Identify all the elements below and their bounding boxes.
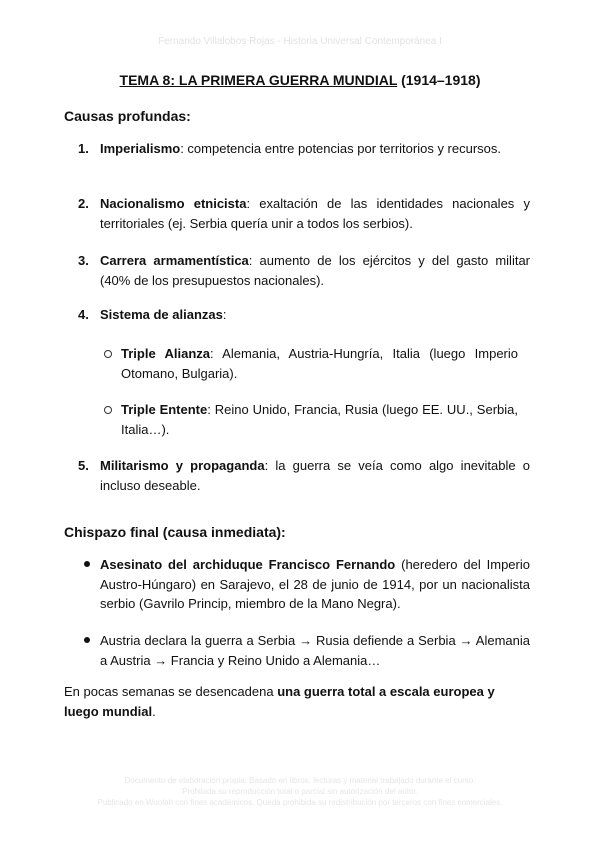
item-desc: (heredero del Imperio Austro-Húngaro) en Sarajevo, el 28 de junio de 1914, por un nacionalista serbio (Gavrilo Princip, miembro de la Mano Negra). xyxy=(100,557,530,611)
item-desc: : la guerra se veía como algo inevitable o incluso deseable. xyxy=(100,458,530,493)
page-header: Fernando Villalobos Rojas - Historia Universal Contemporánea I xyxy=(158,36,442,47)
alliance-item-1 xyxy=(104,344,518,383)
item-term: Imperialismo xyxy=(100,141,181,156)
alliance-item-2 xyxy=(104,400,518,439)
cause-item-5 xyxy=(78,456,530,495)
footer-line-2: Prohibida su reproducción total o parcial sin autorización del autor. xyxy=(182,787,418,796)
item-desc: : xyxy=(222,307,227,322)
footer-line-3: Publicado en Wuolah con fines académicos. Queda prohibida su redistribución por terceros con fines comerciales. xyxy=(97,798,503,807)
item-term: Triple Entente xyxy=(121,402,208,417)
item-term: Militarismo y propaganda xyxy=(100,458,265,473)
causas-heading: Causas profundas: xyxy=(64,108,191,124)
bullet-icon xyxy=(84,561,90,567)
item-term: Carrera armamentística xyxy=(100,253,249,268)
item-number: 5. xyxy=(78,458,89,473)
item-term: Asesinato del archiduque Francisco Fernando xyxy=(100,557,396,572)
item-desc: : competencia entre potencias por territorios y recursos. xyxy=(180,141,502,156)
hollow-circle-icon xyxy=(104,406,112,414)
item-term: Sistema de alianzas xyxy=(100,307,223,322)
cause-item-1 xyxy=(78,139,530,159)
item-desc: : Reino Unido, Francia, Rusia (luego EE. UU., Serbia, Italia…). xyxy=(121,402,519,437)
cause-item-4 xyxy=(78,305,530,325)
closing-post: . xyxy=(152,703,156,719)
page-footer xyxy=(0,775,600,808)
hollow-circle-icon xyxy=(104,350,112,358)
item-desc: : aumento de los ejércitos y del gasto militar (40% de los presupuestos nacionales). xyxy=(100,253,530,288)
item-term: Triple Alianza xyxy=(121,346,210,361)
trigger-item-2 xyxy=(84,631,530,670)
title-years: (1914–1918) xyxy=(401,72,481,88)
cause-item-2 xyxy=(78,194,530,233)
item-number: 4. xyxy=(78,307,89,322)
item-desc: Austria declara la guerra a Serbia → Rusia defiende a Serbia → Alemania a Austria → Francia y Reino Unido a Alemania… xyxy=(100,633,530,668)
footer-line-1: Documento de elaboración propia. Basado en libros, lecturas y material trabajado durante el curso. xyxy=(124,776,476,785)
item-number: 3. xyxy=(78,253,89,268)
item-term: Nacionalismo etnicista xyxy=(100,196,247,211)
closing-pre: En pocas semanas se desencadena xyxy=(64,684,278,699)
trigger-item-1 xyxy=(84,555,530,614)
item-number: 1. xyxy=(78,141,89,156)
closing-bold: una guerra total a escala europea y luego mundial xyxy=(64,684,495,719)
item-number: 2. xyxy=(78,196,89,211)
page-title xyxy=(0,72,600,88)
item-desc: : Alemania, Austria-Hungría, Italia (luego Imperio Otomano, Bulgaria). xyxy=(121,346,518,381)
title-main: TEMA 8: LA PRIMERA GUERRA MUNDIAL xyxy=(119,72,398,88)
closing-paragraph xyxy=(64,682,530,721)
chispazo-heading: Chispazo final (causa inmediata): xyxy=(64,524,286,540)
item-desc: : exaltación de las identidades nacionales y territoriales (ej. Serbia quería unir a todos los serbios). xyxy=(100,196,530,231)
bullet-icon xyxy=(84,637,90,643)
cause-item-3 xyxy=(78,251,530,290)
